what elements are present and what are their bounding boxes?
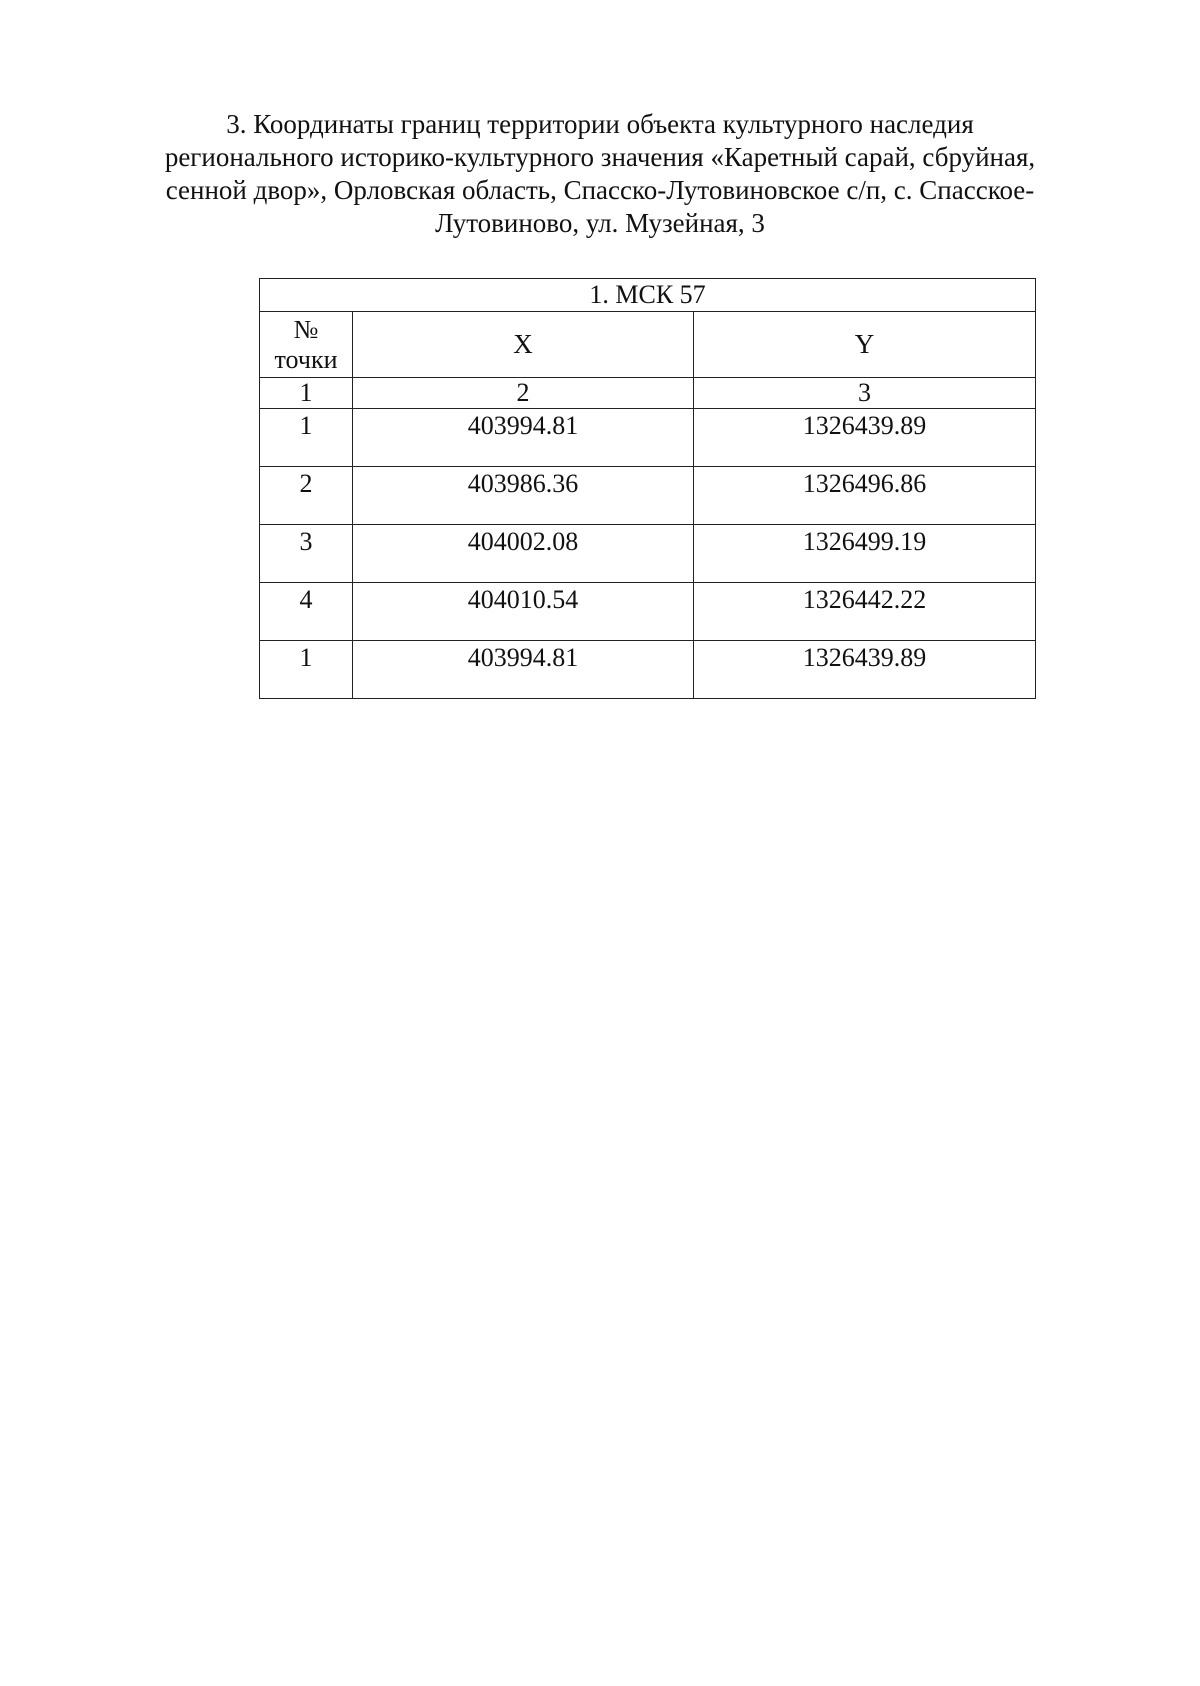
y-coordinate-cell: 1326442.22 — [694, 583, 1036, 641]
y-header: Y — [694, 312, 1036, 378]
y-coordinate-cell: 1326439.89 — [694, 641, 1036, 699]
point-number-cell: 3 — [260, 525, 353, 583]
x-coordinate-cell: 403986.36 — [353, 467, 694, 525]
point-number-cell: 2 — [260, 467, 353, 525]
table-row — [260, 409, 1036, 467]
table-row — [260, 583, 1036, 641]
coordinates-table — [259, 278, 1036, 699]
column-number: 1 — [260, 378, 353, 409]
heading-line: 3. Координаты границ территории объекта культурного наследия — [226, 109, 974, 139]
section-heading — [150, 108, 1050, 240]
y-coordinate-cell: 1326499.19 — [694, 525, 1036, 583]
heading-line: регионального историко-культурного значения «Каретный сарай, сбруйная, — [164, 142, 1036, 172]
table-row — [260, 641, 1036, 699]
point-number-cell: 1 — [260, 641, 353, 699]
point-number-cell: 1 — [260, 409, 353, 467]
number-sign: № — [293, 314, 319, 344]
heading-line: Лутовиново, ул. Музейная, 3 — [435, 208, 765, 238]
coordinate-system-row — [260, 279, 1036, 312]
coordinate-system-cell: 1. МСК 57 — [260, 279, 1036, 312]
heading-line: сенной двор», Орловская область, Спасско-Лутовиновское с/п, с. Спасское- — [165, 175, 1035, 205]
column-number: 2 — [353, 378, 694, 409]
table-header-row — [260, 312, 1036, 378]
column-number-row — [260, 378, 1036, 409]
table-row — [260, 467, 1036, 525]
point-label: точки — [274, 344, 338, 374]
x-coordinate-cell: 403994.81 — [353, 409, 694, 467]
x-coordinate-cell: 403994.81 — [353, 641, 694, 699]
point-number-cell: 4 — [260, 583, 353, 641]
x-header: X — [353, 312, 694, 378]
y-coordinate-cell: 1326496.86 — [694, 467, 1036, 525]
y-coordinate-cell: 1326439.89 — [694, 409, 1036, 467]
column-number: 3 — [694, 378, 1036, 409]
x-coordinate-cell: 404002.08 — [353, 525, 694, 583]
x-coordinate-cell: 404010.54 — [353, 583, 694, 641]
table-row — [260, 525, 1036, 583]
point-number-header — [260, 312, 353, 378]
